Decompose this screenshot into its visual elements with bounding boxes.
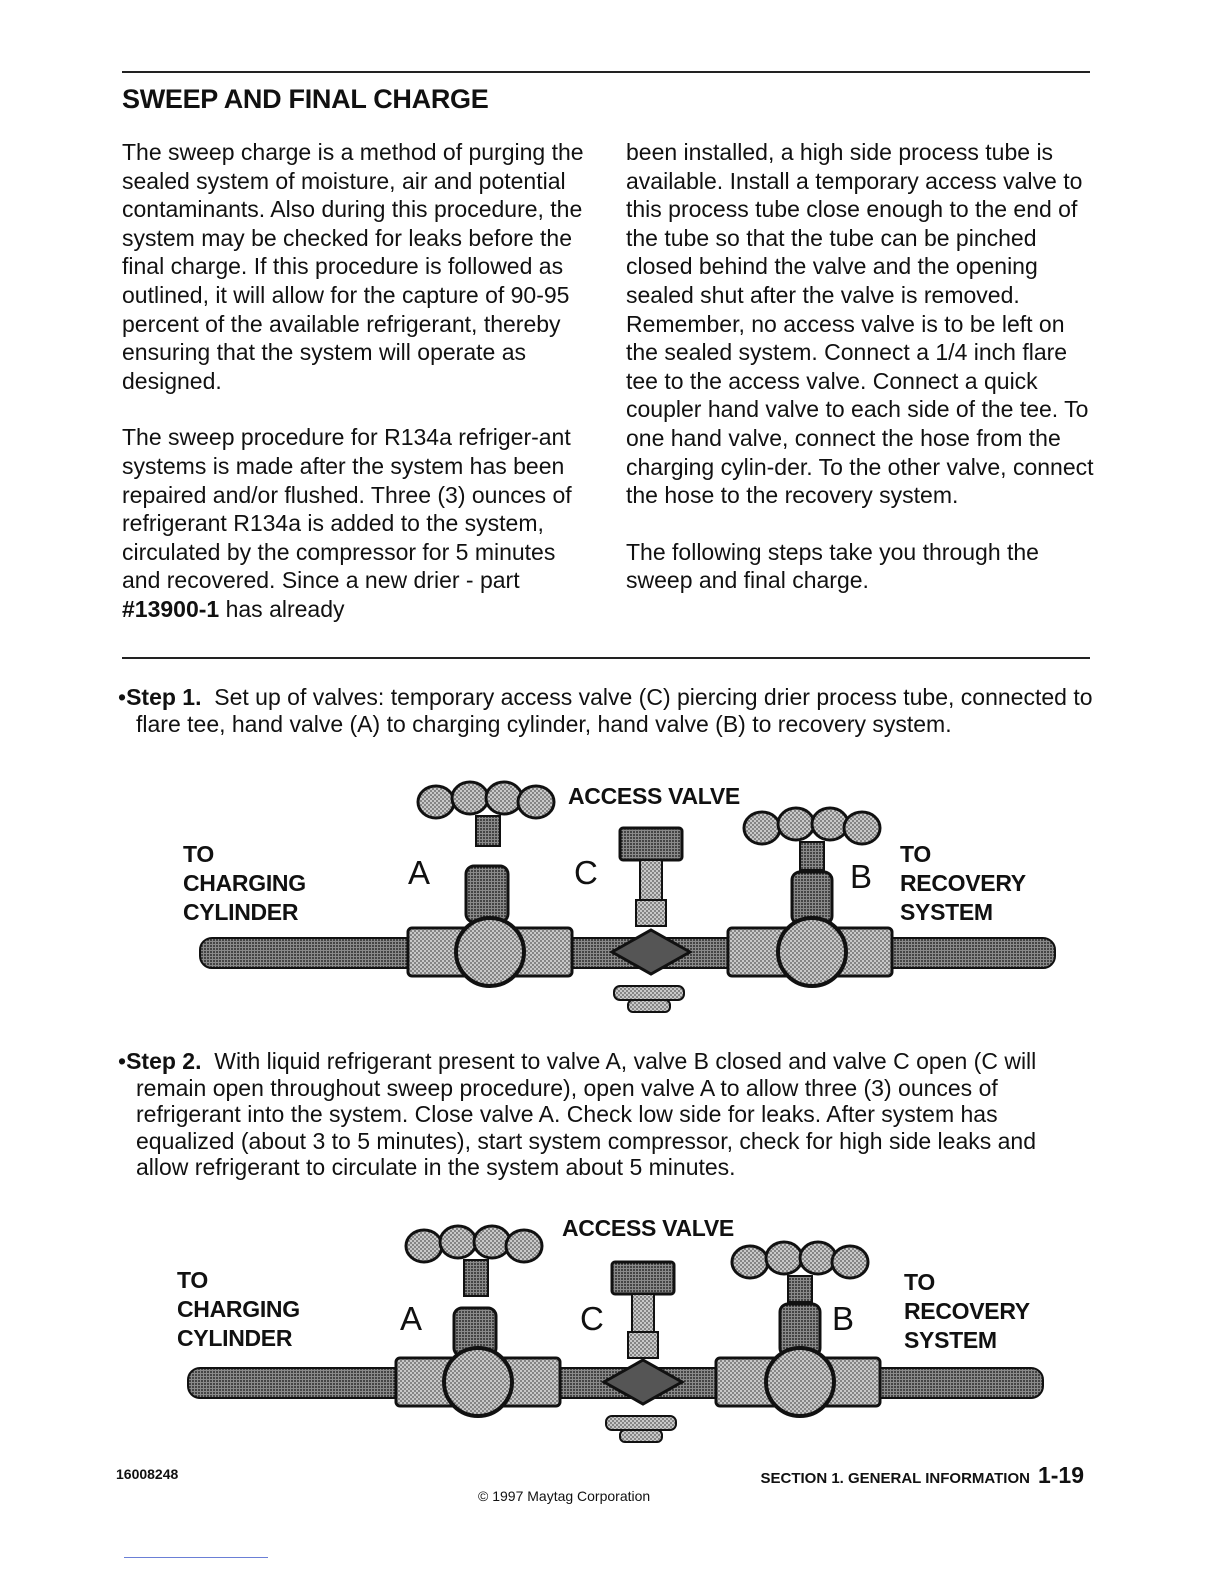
recovery-system-label-2: TO RECOVERY SYSTEM [904, 1269, 1030, 1353]
step-2-label: Step 2. [126, 1048, 202, 1074]
left-para-2: The sweep procedure for R134a refriger-ant systems is made after the system has been repaired and/or flushed. Three (3) ounces of refrigerant R134a is added to the system, circulated by the compressor for 5 minutes and recovered. Since a new drier - part #13900-1 has already [122, 424, 572, 622]
valve-c-shape-2 [604, 1262, 682, 1442]
access-valve-label-2: ACCESS VALVE [562, 1215, 734, 1241]
copyright: © 1997 Maytag Corporation [478, 1488, 651, 1504]
valve-b-letter-1: B [850, 858, 873, 895]
page-number: 1-19 [1037, 1462, 1084, 1488]
charging-cylinder-label-1: TO CHARGING CYLINDER [183, 841, 306, 925]
step-2: •Step 2. With liquid refrigerant present to valve A, valve B closed and valve C open (C will remain open throughout sweep procedure), open valve A to allow three (3) ounces of refrigerant into the system. Close valve A. Check low side for leaks. After system has equalized (about 3 to 5 minutes), start system compressor, check for high side leaks and allow refrigerant to circulate in the system about 5 minutes. [118, 1048, 1037, 1180]
valve-c-letter-2: C [580, 1300, 604, 1337]
section-footer [760, 1462, 1084, 1489]
recovery-system-label-1: TO RECOVERY SYSTEM [900, 841, 1026, 925]
left-column [122, 138, 592, 652]
part-number: #13900-1 [122, 595, 220, 622]
step-1-label: Step 1. [126, 684, 202, 710]
section-name: SECTION 1. GENERAL INFORMATION [760, 1470, 1030, 1487]
top-rule [122, 71, 1090, 73]
valve-c-shape [612, 828, 690, 1012]
doc-number: 16008248 [116, 1466, 179, 1482]
valve-a-letter-2: A [400, 1300, 423, 1337]
section-title: SWEEP AND FINAL CHARGE [122, 84, 489, 114]
right-para-2: The following steps take you through the sweep and final charge. [626, 538, 1039, 594]
valve-b-letter-2: B [832, 1300, 855, 1337]
right-para-1: been installed, a high side process tube is available. Install a temporary access valve to this process tube close enough to the end of the tube so that the tube can be pinched closed behind the valve and the opening sealed shut after the valve is removed. Remember, no access valve is to be left on the sealed system. Connect a 1/4 inch flare tee to the access valve. Connect a quick coupler hand valve to each side of the tee. To one hand valve, connect the hose from the charging cylin-der. To the other valve, connect the hose to the recovery system. [626, 139, 1094, 509]
valve-b-shape-2 [716, 1242, 880, 1416]
middle-rule [122, 657, 1090, 659]
valve-diagram-2 [0, 1212, 1224, 1452]
step-1: •Step 1. Set up of valves: temporary access valve (C) piercing drier process tube, connected to flare tee, hand valve (A) to charging cylinder, hand valve (B) to recovery system. [118, 684, 1093, 737]
valve-diagram-1 [0, 780, 1224, 1020]
step-1-text: Set up of valves: temporary access valve (C) piercing drier process tube, connected to flare tee, hand valve (A) to charging cylinder, hand valve (B) to recovery system. [136, 684, 1093, 737]
valve-c-letter-1: C [574, 854, 598, 891]
left-para-1: The sweep charge is a method of purging the sealed system of moisture, air and potential contaminants. Also during this procedure, the system may be checked for leaks before the final charge. If this procedure is followed as outlined, it will allow for the capture of 90-95 percent of the available refrigerant, thereby ensuring that the system will operate as designed. [122, 139, 584, 394]
valve-b-shape [728, 808, 892, 986]
valve-a-letter-1: A [408, 854, 431, 891]
access-valve-label-1: ACCESS VALVE [568, 783, 740, 809]
bottom-link-rule [124, 1557, 268, 1558]
step-2-text: With liquid refrigerant present to valve A, valve B closed and valve C open (C will remain open throughout sweep procedure), open valve A to allow three (3) ounces of refrigerant into the system. Close valve A. Check low side for leaks. After system has equalized (about 3 to 5 minutes), start system compressor, check for high side leaks and allow refrigerant to circulate in the system about 5 minutes. [136, 1048, 1037, 1180]
valve-a-shape [408, 782, 572, 986]
charging-cylinder-label-2: TO CHARGING CYLINDER [177, 1267, 300, 1351]
right-column [626, 138, 1098, 623]
